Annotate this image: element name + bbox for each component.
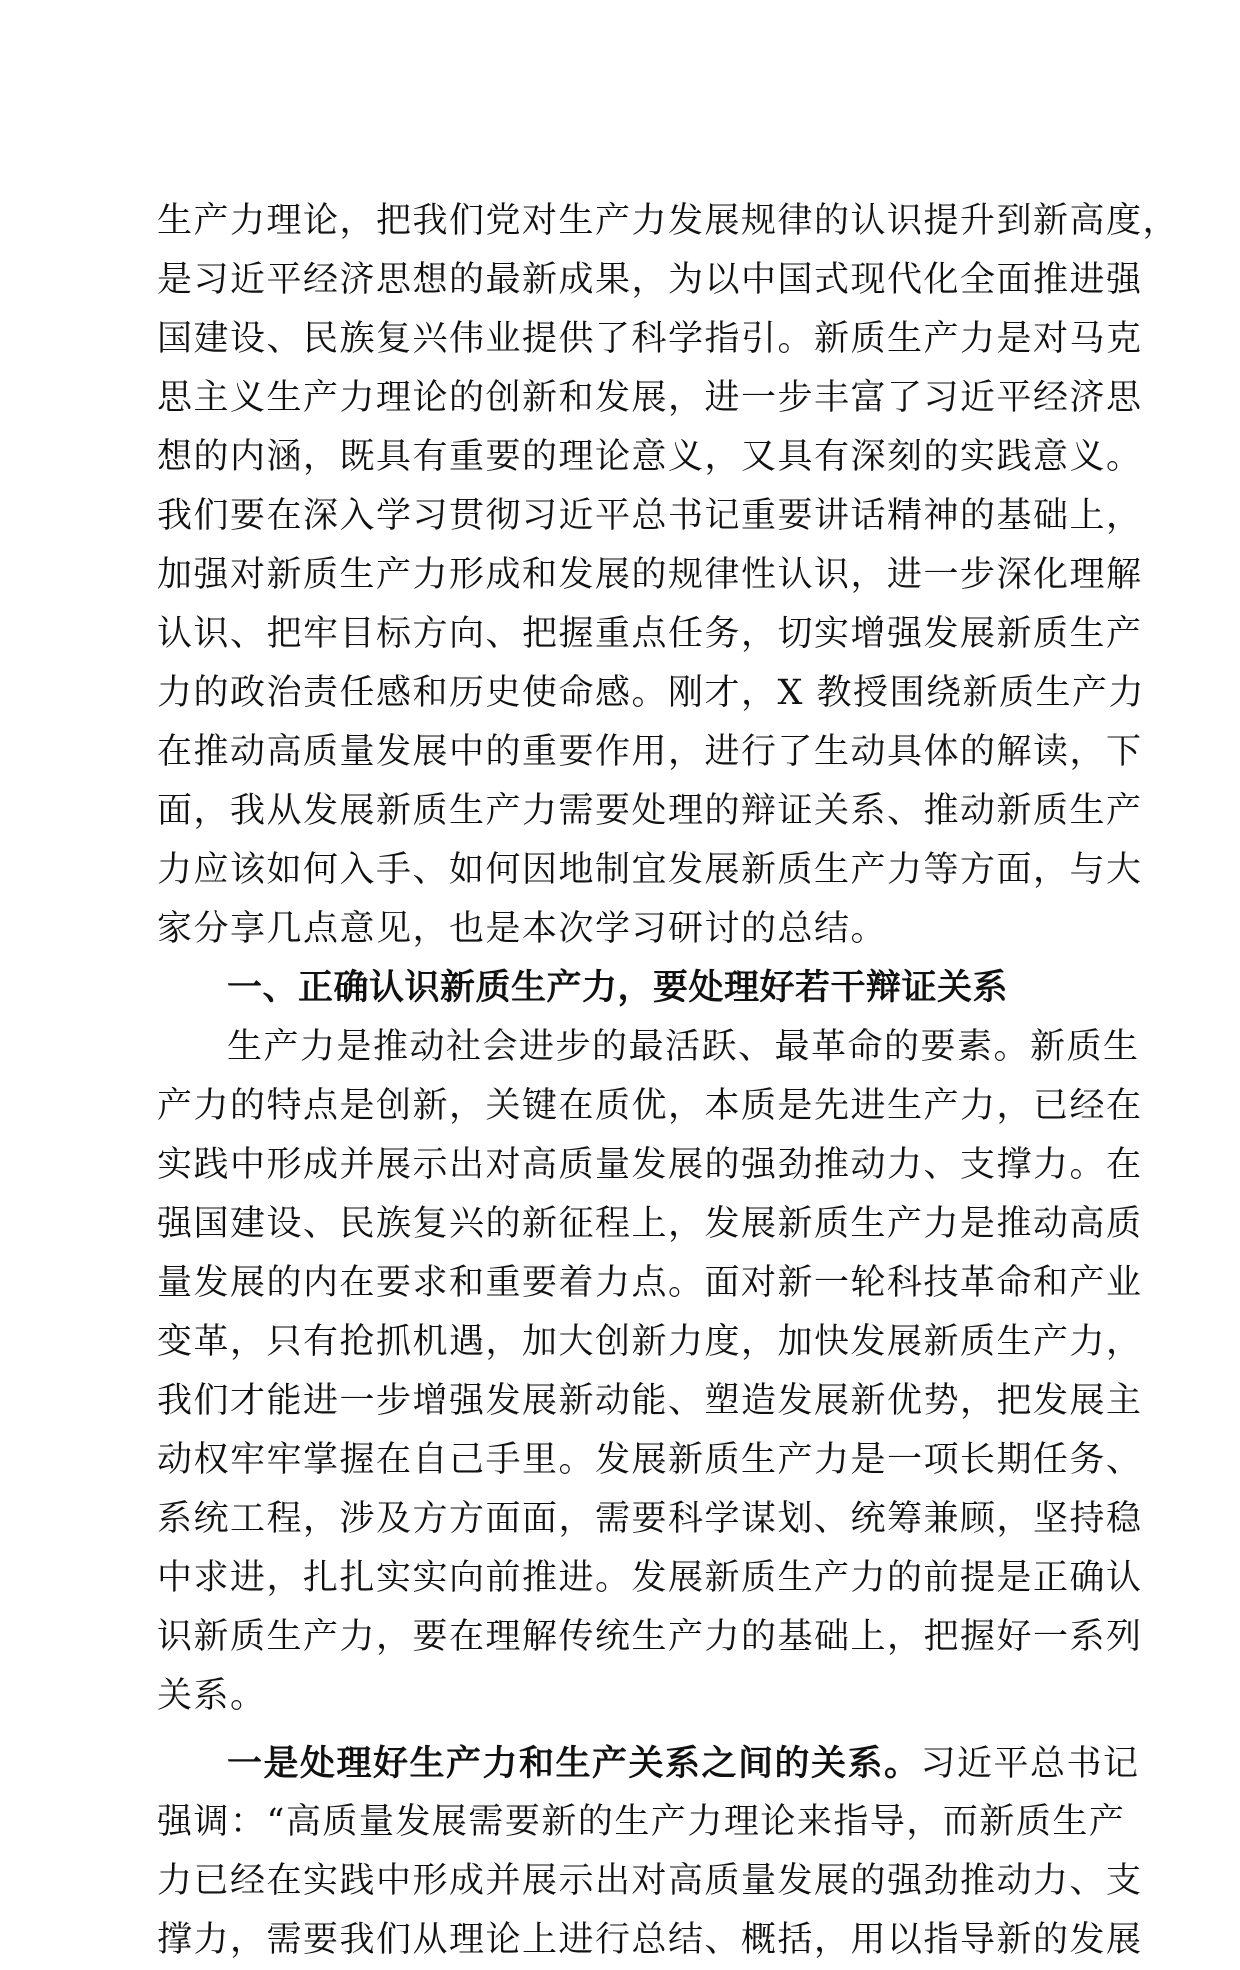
text-line: 我们才能进一步增强发展新动能、塑造发展新优势，把发展主 [157, 1381, 1143, 1421]
text-line: 撑力，需要我们从理论上进行总结、概括，用以指导新的发展 [157, 1920, 1143, 1960]
paragraph-lead: 一是处理好生产力和生产关系之间的关系。 [227, 1743, 921, 1784]
text-line: 系统工程，涉及方方面面，需要科学谋划、统筹兼顾，坚持稳 [157, 1499, 1143, 1539]
text-line: 面，我从发展新质生产力需要处理的辩证关系、推动新质生产 [157, 791, 1143, 831]
section-heading: 一、正确认识新质生产力，要处理好若干辩证关系 [227, 968, 1009, 1008]
text-line: 国建设、民族复兴伟业提供了科学指引。新质生产力是对马克 [157, 319, 1143, 359]
text-line: 想的内涵，既具有重要的理论意义，又具有深刻的实践意义。 [157, 437, 1143, 477]
text-line: 力的政治责任感和历史使命感。刚才，X 教授围绕新质生产力 [157, 673, 1146, 713]
text-line: 加强对新质生产力形成和发展的规律性认识，进一步深化理解 [157, 555, 1143, 595]
text-line: 中求进，扎扎实实向前推进。发展新质生产力的前提是正确认 [157, 1558, 1143, 1598]
text-line: 认识、把牢目标方向、把握重点任务，切实增强发展新质生产 [157, 614, 1143, 654]
paragraph-intro [157, 192, 1180, 959]
text-line: 强调：“高质量发展需要新的生产力理论来指导，而新质生产 [157, 1802, 1126, 1842]
text-line: 生产力是推动社会进步的最活跃、最革命的要素。新质生 [227, 1027, 1140, 1067]
text-line: 关系。 [157, 1676, 267, 1716]
text-line: 力应该如何入手、如何因地制宜发展新质生产力等方面，与大 [157, 850, 1143, 890]
text-line: 变革，只有抢抓机遇，加大创新力度，加快发展新质生产力， [157, 1322, 1143, 1362]
text-line: 实践中形成并展示出对高质量发展的强劲推动力、支撑力。在 [157, 1145, 1143, 1185]
text-line: 力已经在实践中形成并展示出对高质量发展的强劲推动力、支 [157, 1861, 1143, 1901]
text-line: 产力的特点是创新，关键在质优，本质是先进生产力，已经在 [157, 1086, 1143, 1126]
text-line: 量发展的内在要求和重要着力点。面对新一轮科技革命和产业 [157, 1263, 1143, 1303]
text-line [157, 1734, 1140, 1793]
text-line: 动权牢牢掌握在自己手里。发展新质生产力是一项长期任务、 [157, 1440, 1143, 1480]
document-body [157, 192, 1180, 1970]
text-line: 是习近平经济思想的最新成果，为以中国式现代化全面推进强 [157, 260, 1143, 300]
text-line: 我们要在深入学习贯彻习近平总书记重要讲话精神的基础上， [157, 496, 1143, 536]
text-run: 习近平总书记 [920, 1744, 1140, 1784]
paragraph-3 [157, 1734, 1143, 1970]
text-line: 思主义生产力理论的创新和发展，进一步丰富了习近平经济思 [157, 378, 1143, 418]
text-line: 识新质生产力，要在理解传统生产力的基础上，把握好一系列 [157, 1617, 1143, 1657]
text-line: 强国建设、民族复兴的新征程上，发展新质生产力是推动高质 [157, 1204, 1143, 1244]
paragraph-2 [157, 1018, 1143, 1726]
text-line: 生产力理论，把我们党对生产力发展规律的认识提升到新高度， [157, 201, 1180, 241]
text-line: 在推动高质量发展中的重要作用，进行了生动具体的解读，下 [157, 732, 1143, 772]
text-line: 家分享几点意见，也是本次学习研讨的总结。 [157, 909, 888, 949]
